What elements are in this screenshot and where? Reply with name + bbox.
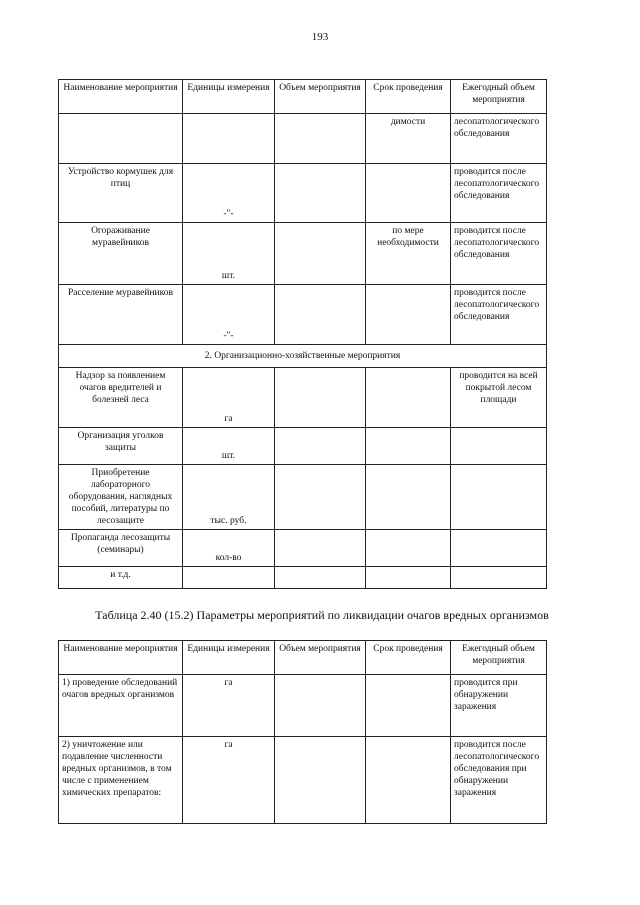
cell-name: 2) уничтожение или подавление численности вредных организмов, в том числе с применением химических препаратов:: [59, 737, 183, 824]
cell-annual: проводится при обнаружении заражения: [451, 675, 547, 737]
cell-term: [366, 368, 451, 428]
table-1: [58, 79, 547, 589]
cell-name: Надзор за появлением очагов вредителей и болезней леса: [59, 368, 183, 428]
cell-name: Устройство кормушек для птиц: [59, 164, 183, 223]
cell-volume: [275, 567, 366, 589]
table-header-row: [59, 641, 547, 675]
cell-volume: [275, 530, 366, 567]
cell-term: димости: [366, 114, 451, 164]
table-row: [59, 114, 547, 164]
cell-name: Расселение муравейников: [59, 285, 183, 345]
header-term: Срок проведения: [366, 641, 451, 675]
cell-name: [59, 114, 183, 164]
header-name: Наименование мероприятия: [59, 80, 183, 114]
cell-annual: проводится после лесопатологического обследования: [451, 223, 547, 285]
header-volume: Объем мероприятия: [275, 641, 366, 675]
cell-unit: [183, 567, 275, 589]
cell-name: Организация уголков защиты: [59, 428, 183, 465]
cell-name: Огораживание муравейников: [59, 223, 183, 285]
cell-unit: кол-во: [183, 530, 275, 567]
cell-annual: проводится после лесопатологического обследования: [451, 164, 547, 223]
cell-unit: тыс. руб.: [183, 465, 275, 530]
cell-name: Приобретение лабораторного оборудования, наглядных пособий, литературы по лесозащите: [59, 465, 183, 530]
cell-annual: проводится после лесопатологического обследования: [451, 285, 547, 345]
cell-term: [366, 567, 451, 589]
header-volume: Объем мероприятия: [275, 80, 366, 114]
cell-annual: проводится на всей покрытой лесом площади: [451, 368, 547, 428]
cell-volume: [275, 428, 366, 465]
cell-term: по мере необходимости: [366, 223, 451, 285]
cell-annual: [451, 530, 547, 567]
cell-annual: проводится после лесопатологического обследования при обнаружении заражения: [451, 737, 547, 824]
cell-term: [366, 164, 451, 223]
cell-unit: шт.: [183, 223, 275, 285]
cell-volume: [275, 164, 366, 223]
cell-annual: [451, 465, 547, 530]
cell-annual: [451, 567, 547, 589]
cell-term: [366, 285, 451, 345]
header-unit: Единицы измерения: [183, 80, 275, 114]
cell-volume: [275, 368, 366, 428]
cell-term: [366, 465, 451, 530]
cell-unit: шт.: [183, 428, 275, 465]
cell-unit: -"-: [183, 164, 275, 223]
table-row: [59, 223, 547, 285]
cell-term: [366, 737, 451, 824]
cell-volume: [275, 285, 366, 345]
table-row: [59, 530, 547, 567]
header-annual: Ежегодный объем мероприятия: [451, 641, 547, 675]
cell-annual: лесопатологического обследования: [451, 114, 547, 164]
cell-volume: [275, 675, 366, 737]
header-unit: Единицы измерения: [183, 641, 275, 675]
cell-volume: [275, 114, 366, 164]
table-row: [59, 465, 547, 530]
cell-term: [366, 675, 451, 737]
cell-name: 1) проведение обследований очагов вредных организмов: [59, 675, 183, 737]
cell-unit: -"-: [183, 285, 275, 345]
cell-volume: [275, 465, 366, 530]
table-row: [59, 737, 547, 824]
cell-unit: га: [183, 675, 275, 737]
page-number: 193: [311, 31, 329, 43]
cell-unit: га: [183, 737, 275, 824]
cell-unit: [183, 114, 275, 164]
table-caption: Таблица 2.40 (15.2) Параметры мероприятий по ликвидации очагов вредных организмов: [95, 608, 549, 622]
cell-volume: [275, 737, 366, 824]
table-row: [59, 368, 547, 428]
header-annual: Ежегодный объем мероприятия: [451, 80, 547, 114]
header-term: Срок проведения: [366, 80, 451, 114]
cell-term: [366, 428, 451, 465]
cell-name: Пропаганда лесозащиты (семинары): [59, 530, 183, 567]
table-header-row: [59, 80, 547, 114]
cell-annual: [451, 428, 547, 465]
table-row: [59, 164, 547, 223]
cell-name: и т.д.: [59, 567, 183, 589]
header-name: Наименование мероприятия: [59, 641, 183, 675]
table-2: [58, 640, 547, 824]
table-row: [59, 285, 547, 345]
table-row: [59, 567, 547, 589]
table-row: [59, 428, 547, 465]
cell-volume: [275, 223, 366, 285]
cell-term: [366, 530, 451, 567]
section-row: [59, 345, 547, 368]
cell-unit: га: [183, 368, 275, 428]
section-title: 2. Организационно-хозяйственные мероприятия: [59, 345, 547, 368]
table-row: [59, 675, 547, 737]
